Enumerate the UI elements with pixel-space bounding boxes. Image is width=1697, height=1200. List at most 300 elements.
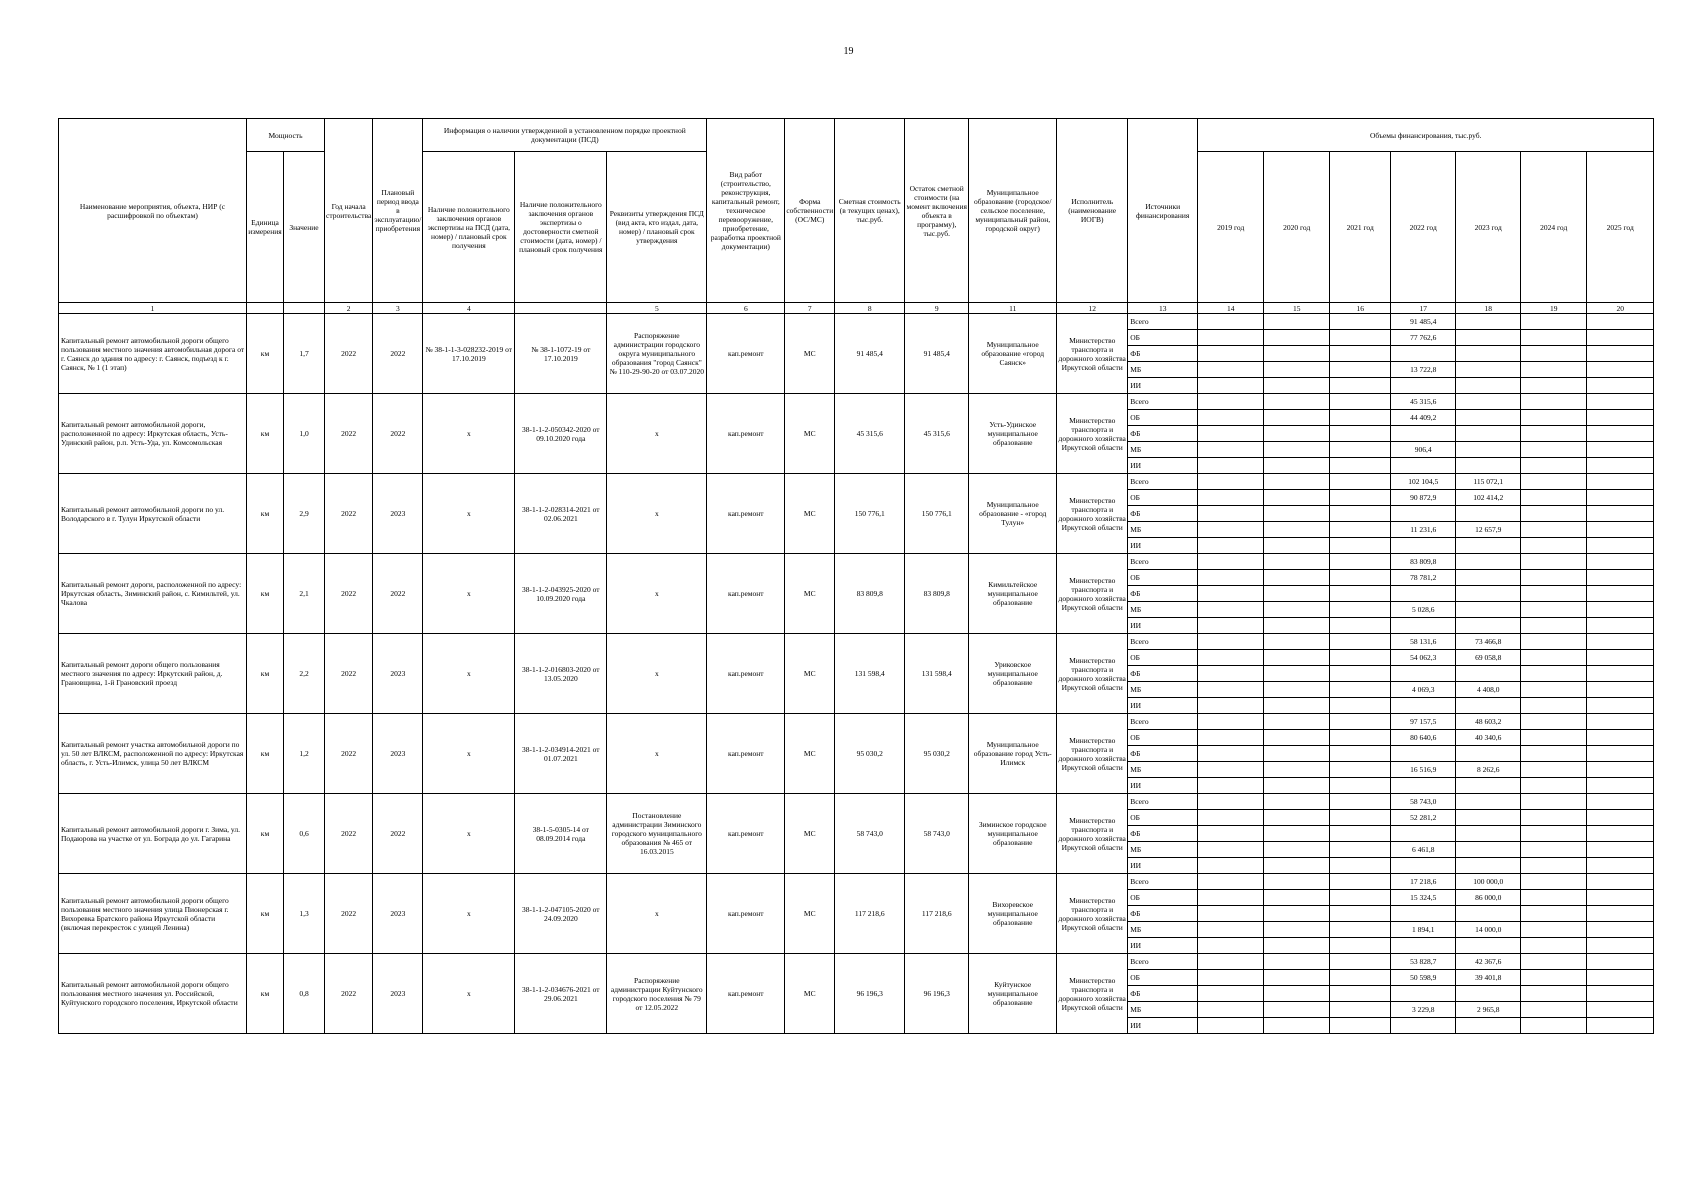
funding-cell bbox=[1264, 826, 1330, 842]
est-cost-cell: 83 809,8 bbox=[835, 554, 905, 634]
header-psd-approval: Реквизиты утверждения ПСД (вид акта, кто издал, дата, номер) / плановый срок утверждения bbox=[607, 152, 707, 303]
funding-cell bbox=[1264, 314, 1330, 330]
column-number: 17 bbox=[1391, 303, 1456, 314]
header-year: 2022 год bbox=[1391, 152, 1456, 303]
funding-cell bbox=[1587, 1018, 1654, 1034]
start-year-cell: 2022 bbox=[325, 474, 373, 554]
funding-cell bbox=[1521, 1018, 1587, 1034]
funding-source-label: ФБ bbox=[1128, 666, 1198, 682]
executor-cell: Министерство транспорта и дорожного хозяйства Иркутской области bbox=[1057, 634, 1128, 714]
municipality-cell: Куйтунское муниципальное образование bbox=[969, 954, 1057, 1034]
planned-period-cell: 2023 bbox=[373, 634, 423, 714]
funding-cell bbox=[1330, 682, 1391, 698]
funding-cell bbox=[1330, 362, 1391, 378]
funding-cell bbox=[1587, 538, 1654, 554]
funding-cell bbox=[1330, 730, 1391, 746]
header-year: 2024 год bbox=[1521, 152, 1587, 303]
municipality-cell: Зиминское городское муниципальное образование bbox=[969, 794, 1057, 874]
funding-cell-2023 bbox=[1456, 378, 1521, 394]
funding-cell-2022 bbox=[1391, 698, 1456, 714]
object-name: Капитальный ремонт автомобильной дороги, расположенной по адресу: Иркутская область, Усть-Удинский район, р.п. Усть-Уда, ул. Комсомольская bbox=[59, 394, 247, 474]
funding-cell-2023: 8 262,6 bbox=[1456, 762, 1521, 778]
funding-cell bbox=[1521, 650, 1587, 666]
header-year: 2023 год bbox=[1456, 152, 1521, 303]
unit-cell: км bbox=[247, 314, 284, 394]
funding-cell-2022: 16 516,9 bbox=[1391, 762, 1456, 778]
table-row bbox=[59, 634, 1654, 650]
est-cost-cell: 150 776,1 bbox=[835, 474, 905, 554]
ownership-cell: МС bbox=[785, 634, 835, 714]
unit-cell: км bbox=[247, 474, 284, 554]
table-row bbox=[59, 954, 1654, 970]
value-cell: 2,1 bbox=[284, 554, 325, 634]
psd-positive-cell: х bbox=[423, 474, 515, 554]
funding-cell bbox=[1264, 762, 1330, 778]
object-name: Капитальный ремонт автомобильной дороги г. Зима, ул. Подаюрова на участке от ул. Бограда до ул. Гагарина bbox=[59, 794, 247, 874]
funding-cell bbox=[1264, 938, 1330, 954]
funding-cell bbox=[1198, 906, 1264, 922]
psd-positive-cell: х bbox=[423, 794, 515, 874]
remaining-cell: 117 218,6 bbox=[905, 874, 969, 954]
funding-source-label: МБ bbox=[1128, 762, 1198, 778]
start-year-cell: 2022 bbox=[325, 794, 373, 874]
funding-cell bbox=[1521, 362, 1587, 378]
remaining-cell: 131 598,4 bbox=[905, 634, 969, 714]
funding-cell bbox=[1587, 634, 1654, 650]
funding-cell bbox=[1521, 570, 1587, 586]
funding-source-label: ФБ bbox=[1128, 346, 1198, 362]
funding-cell bbox=[1264, 858, 1330, 874]
column-number: 7 bbox=[785, 303, 835, 314]
remaining-cell: 96 196,3 bbox=[905, 954, 969, 1034]
funding-source-label: ФБ bbox=[1128, 586, 1198, 602]
table-row bbox=[59, 714, 1654, 730]
header-sources: Источники финансирования bbox=[1128, 119, 1198, 303]
funding-cell bbox=[1521, 682, 1587, 698]
remaining-cell: 45 315,6 bbox=[905, 394, 969, 474]
funding-cell bbox=[1264, 922, 1330, 938]
funding-cell bbox=[1330, 602, 1391, 618]
work-type-cell: кап.ремонт bbox=[707, 954, 785, 1034]
funding-cell bbox=[1587, 778, 1654, 794]
funding-cell bbox=[1330, 554, 1391, 570]
table-row bbox=[59, 794, 1654, 810]
funding-cell-2022: 80 640,6 bbox=[1391, 730, 1456, 746]
municipality-cell: Муниципальное образование - «город Тулун» bbox=[969, 474, 1057, 554]
funding-cell bbox=[1264, 586, 1330, 602]
psd-positive-cell: х bbox=[423, 394, 515, 474]
funding-cell-2022: 1 894,1 bbox=[1391, 922, 1456, 938]
work-type-cell: кап.ремонт bbox=[707, 874, 785, 954]
executor-cell: Министерство транспорта и дорожного хозяйства Иркутской области bbox=[1057, 394, 1128, 474]
funding-cell bbox=[1264, 954, 1330, 970]
funding-cell bbox=[1264, 394, 1330, 410]
funding-cell bbox=[1521, 506, 1587, 522]
funding-cell-2022 bbox=[1391, 826, 1456, 842]
funding-cell bbox=[1587, 890, 1654, 906]
planned-period-cell: 2022 bbox=[373, 794, 423, 874]
funding-cell-2023 bbox=[1456, 346, 1521, 362]
funding-cell-2022: 13 722,8 bbox=[1391, 362, 1456, 378]
funding-cell bbox=[1198, 442, 1264, 458]
funding-cell bbox=[1587, 554, 1654, 570]
column-number: 14 bbox=[1198, 303, 1264, 314]
funding-cell bbox=[1587, 394, 1654, 410]
remaining-cell: 58 743,0 bbox=[905, 794, 969, 874]
psd-approval-cell: Распоряжение администрации городского округа муниципального образования "город Саянск" № 110-29-90-20 от 03.07.2020 bbox=[607, 314, 707, 394]
funding-cell bbox=[1521, 730, 1587, 746]
funding-cell bbox=[1330, 458, 1391, 474]
funding-cell bbox=[1587, 730, 1654, 746]
psd-approval-cell: х bbox=[607, 874, 707, 954]
funding-cell bbox=[1264, 746, 1330, 762]
start-year-cell: 2022 bbox=[325, 954, 373, 1034]
funding-cell-2023 bbox=[1456, 554, 1521, 570]
header-value: Значение bbox=[284, 152, 325, 303]
funding-cell bbox=[1521, 794, 1587, 810]
funding-cell bbox=[1521, 906, 1587, 922]
remaining-cell: 150 776,1 bbox=[905, 474, 969, 554]
funding-cell bbox=[1521, 394, 1587, 410]
funding-cell bbox=[1264, 522, 1330, 538]
funding-cell bbox=[1198, 938, 1264, 954]
funding-source-label: ИИ bbox=[1128, 1018, 1198, 1034]
ownership-cell: МС bbox=[785, 314, 835, 394]
est-cost-cell: 117 218,6 bbox=[835, 874, 905, 954]
funding-cell-2023 bbox=[1456, 842, 1521, 858]
funding-cell bbox=[1330, 330, 1391, 346]
funding-cell bbox=[1587, 698, 1654, 714]
column-number: 20 bbox=[1587, 303, 1654, 314]
funding-cell-2022: 45 315,6 bbox=[1391, 394, 1456, 410]
funding-cell bbox=[1198, 970, 1264, 986]
remaining-cell: 91 485,4 bbox=[905, 314, 969, 394]
funding-source-label: МБ bbox=[1128, 1002, 1198, 1018]
funding-source-label: МБ bbox=[1128, 922, 1198, 938]
funding-cell bbox=[1521, 826, 1587, 842]
funding-source-label: МБ bbox=[1128, 442, 1198, 458]
funding-cell-2022: 91 485,4 bbox=[1391, 314, 1456, 330]
ownership-cell: МС bbox=[785, 874, 835, 954]
psd-positive-cell: х bbox=[423, 554, 515, 634]
funding-cell bbox=[1198, 634, 1264, 650]
funding-cell-2023: 102 414,2 bbox=[1456, 490, 1521, 506]
funding-cell bbox=[1587, 762, 1654, 778]
funding-source-label: Всего bbox=[1128, 874, 1198, 890]
funding-source-label: Всего bbox=[1128, 554, 1198, 570]
funding-cell bbox=[1198, 554, 1264, 570]
funding-cell bbox=[1521, 810, 1587, 826]
funding-cell bbox=[1521, 666, 1587, 682]
funding-cell bbox=[1264, 970, 1330, 986]
funding-cell-2023 bbox=[1456, 746, 1521, 762]
funding-cell-2023: 12 657,9 bbox=[1456, 522, 1521, 538]
funding-cell-2023 bbox=[1456, 506, 1521, 522]
municipality-cell: Кимильтейское муниципальное образование bbox=[969, 554, 1057, 634]
funding-cell bbox=[1264, 410, 1330, 426]
funding-cell-2022 bbox=[1391, 666, 1456, 682]
ownership-cell: МС bbox=[785, 474, 835, 554]
funding-cell bbox=[1264, 330, 1330, 346]
funding-cell bbox=[1198, 778, 1264, 794]
funding-cell-2022: 50 598,9 bbox=[1391, 970, 1456, 986]
planned-period-cell: 2023 bbox=[373, 474, 423, 554]
funding-cell bbox=[1264, 458, 1330, 474]
funding-cell-2023 bbox=[1456, 938, 1521, 954]
funding-source-label: Всего bbox=[1128, 634, 1198, 650]
funding-cell-2023 bbox=[1456, 618, 1521, 634]
remaining-cell: 95 030,2 bbox=[905, 714, 969, 794]
funding-source-label: ИИ bbox=[1128, 538, 1198, 554]
column-number: 4 bbox=[423, 303, 515, 314]
funding-cell bbox=[1521, 890, 1587, 906]
funding-cell-2022: 17 218,6 bbox=[1391, 874, 1456, 890]
funding-cell bbox=[1198, 874, 1264, 890]
header-year: 2019 год bbox=[1198, 152, 1264, 303]
funding-cell bbox=[1587, 714, 1654, 730]
value-cell: 0,8 bbox=[284, 954, 325, 1034]
funding-source-label: ОБ bbox=[1128, 890, 1198, 906]
column-number: 9 bbox=[905, 303, 969, 314]
funding-cell bbox=[1198, 762, 1264, 778]
funding-cell bbox=[1521, 746, 1587, 762]
funding-cell bbox=[1198, 954, 1264, 970]
psd-positive-cell: х bbox=[423, 874, 515, 954]
funding-cell bbox=[1587, 458, 1654, 474]
funding-cell bbox=[1587, 586, 1654, 602]
funding-cell bbox=[1198, 394, 1264, 410]
header-est-cost: Сметная стоимость (в текущих ценах), тыс.руб. bbox=[835, 119, 905, 303]
funding-cell bbox=[1198, 986, 1264, 1002]
municipality-cell: Муниципальное образование «город Саянск» bbox=[969, 314, 1057, 394]
funding-cell bbox=[1264, 426, 1330, 442]
funding-source-label: ОБ bbox=[1128, 650, 1198, 666]
ownership-cell: МС bbox=[785, 954, 835, 1034]
start-year-cell: 2022 bbox=[325, 714, 373, 794]
column-number bbox=[284, 303, 325, 314]
funding-cell bbox=[1521, 938, 1587, 954]
column-number: 13 bbox=[1128, 303, 1198, 314]
object-name: Капитальный ремонт участка автомобильной дороги по ул. 50 лет ВЛКСМ, расположенной по адресу: Иркутская область, г. Усть-Илимск, улица 50 лет ВЛКСМ bbox=[59, 714, 247, 794]
column-number: 6 bbox=[707, 303, 785, 314]
header-executor: Исполнитель (наименование ИОГВ) bbox=[1057, 119, 1128, 303]
funding-cell bbox=[1521, 714, 1587, 730]
funding-cell bbox=[1330, 922, 1391, 938]
funding-cell bbox=[1330, 714, 1391, 730]
funding-source-label: ОБ bbox=[1128, 570, 1198, 586]
funding-cell-2022: 53 828,7 bbox=[1391, 954, 1456, 970]
funding-cell-2023 bbox=[1456, 314, 1521, 330]
column-number: 15 bbox=[1264, 303, 1330, 314]
funding-source-label: ФБ bbox=[1128, 506, 1198, 522]
funding-cell bbox=[1264, 714, 1330, 730]
header-funding: Объемы финансирования, тыс.руб. bbox=[1198, 119, 1654, 152]
funding-cell bbox=[1587, 954, 1654, 970]
header-name: Наименование мероприятия, объекта, НИР (с расшифровкой по объектам) bbox=[59, 119, 247, 303]
funding-cell-2022 bbox=[1391, 506, 1456, 522]
funding-cell bbox=[1330, 586, 1391, 602]
funding-source-label: ОБ bbox=[1128, 410, 1198, 426]
unit-cell: км bbox=[247, 794, 284, 874]
funding-cell bbox=[1330, 794, 1391, 810]
funding-cell bbox=[1264, 682, 1330, 698]
funding-cell bbox=[1198, 586, 1264, 602]
est-cost-cell: 58 743,0 bbox=[835, 794, 905, 874]
planned-period-cell: 2022 bbox=[373, 554, 423, 634]
funding-cell-2022 bbox=[1391, 426, 1456, 442]
funding-cell bbox=[1198, 570, 1264, 586]
funding-cell bbox=[1264, 538, 1330, 554]
psd-positive-cell: х bbox=[423, 954, 515, 1034]
funding-cell bbox=[1264, 1002, 1330, 1018]
funding-cell bbox=[1521, 1002, 1587, 1018]
work-type-cell: кап.ремонт bbox=[707, 474, 785, 554]
executor-cell: Министерство транспорта и дорожного хозяйства Иркутской области bbox=[1057, 954, 1128, 1034]
funding-cell bbox=[1264, 778, 1330, 794]
column-number: 1 bbox=[59, 303, 247, 314]
est-cost-cell: 45 315,6 bbox=[835, 394, 905, 474]
funding-cell bbox=[1264, 442, 1330, 458]
funding-source-label: ИИ bbox=[1128, 458, 1198, 474]
funding-cell-2023 bbox=[1456, 330, 1521, 346]
funding-cell bbox=[1198, 426, 1264, 442]
funding-cell bbox=[1198, 794, 1264, 810]
funding-cell bbox=[1264, 554, 1330, 570]
funding-cell bbox=[1264, 1018, 1330, 1034]
funding-cell-2022 bbox=[1391, 938, 1456, 954]
psd-positive-cell: № 38-1-1-3-028232-2019 от 17.10.2019 bbox=[423, 314, 515, 394]
funding-cell-2023 bbox=[1456, 442, 1521, 458]
funding-cell-2023 bbox=[1456, 602, 1521, 618]
funding-cell bbox=[1587, 522, 1654, 538]
ownership-cell: МС bbox=[785, 794, 835, 874]
funding-cell bbox=[1330, 746, 1391, 762]
funding-cell-2023: 86 000,0 bbox=[1456, 890, 1521, 906]
header-psd-positive: Наличие положительного заключения органов экспертизы на ПСД (дата, номер) / плановый срок получения bbox=[423, 152, 515, 303]
funding-cell bbox=[1264, 842, 1330, 858]
psd-estimate-cell: 38-1-1-2-034914-2021 от 01.07.2021 bbox=[515, 714, 607, 794]
funding-cell-2023: 4 408,0 bbox=[1456, 682, 1521, 698]
funding-cell bbox=[1330, 650, 1391, 666]
ownership-cell: МС bbox=[785, 714, 835, 794]
funding-cell bbox=[1198, 330, 1264, 346]
funding-source-label: Всего bbox=[1128, 314, 1198, 330]
psd-approval-cell: х bbox=[607, 394, 707, 474]
funding-cell bbox=[1521, 986, 1587, 1002]
funding-cell bbox=[1264, 618, 1330, 634]
work-type-cell: кап.ремонт bbox=[707, 794, 785, 874]
funding-cell bbox=[1198, 410, 1264, 426]
funding-cell bbox=[1198, 458, 1264, 474]
ownership-cell: МС bbox=[785, 394, 835, 474]
funding-cell bbox=[1521, 474, 1587, 490]
funding-source-label: ОБ bbox=[1128, 730, 1198, 746]
funding-cell bbox=[1587, 810, 1654, 826]
psd-estimate-cell: 38-1-1-2-028314-2021 от 02.06.2021 bbox=[515, 474, 607, 554]
funding-cell-2022: 102 104,5 bbox=[1391, 474, 1456, 490]
funding-cell bbox=[1330, 410, 1391, 426]
funding-source-label: Всего bbox=[1128, 954, 1198, 970]
funding-cell bbox=[1521, 778, 1587, 794]
funding-cell bbox=[1521, 538, 1587, 554]
funding-cell bbox=[1521, 426, 1587, 442]
funding-source-label: МБ bbox=[1128, 682, 1198, 698]
table-row bbox=[59, 314, 1654, 330]
funding-cell-2023: 14 000,0 bbox=[1456, 922, 1521, 938]
funding-cell-2022 bbox=[1391, 906, 1456, 922]
est-cost-cell: 96 196,3 bbox=[835, 954, 905, 1034]
funding-cell bbox=[1198, 362, 1264, 378]
funding-cell-2022 bbox=[1391, 378, 1456, 394]
start-year-cell: 2022 bbox=[325, 634, 373, 714]
unit-cell: км bbox=[247, 954, 284, 1034]
funding-cell bbox=[1587, 650, 1654, 666]
funding-cell bbox=[1330, 570, 1391, 586]
funding-cell-2022 bbox=[1391, 986, 1456, 1002]
funding-cell bbox=[1264, 794, 1330, 810]
funding-cell-2022: 83 809,8 bbox=[1391, 554, 1456, 570]
funding-cell bbox=[1330, 634, 1391, 650]
funding-source-label: ОБ bbox=[1128, 810, 1198, 826]
psd-estimate-cell: 38-1-1-2-050342-2020 от 09.10.2020 года bbox=[515, 394, 607, 474]
funding-cell bbox=[1198, 858, 1264, 874]
funding-cell bbox=[1198, 810, 1264, 826]
funding-cell bbox=[1587, 314, 1654, 330]
work-type-cell: кап.ремонт bbox=[707, 314, 785, 394]
funding-cell bbox=[1587, 410, 1654, 426]
psd-estimate-cell: № 38-1-1072-19 от 17.10.2019 bbox=[515, 314, 607, 394]
funding-cell-2023 bbox=[1456, 698, 1521, 714]
funding-cell bbox=[1587, 938, 1654, 954]
funding-cell bbox=[1521, 634, 1587, 650]
funding-cell bbox=[1521, 458, 1587, 474]
funding-cell bbox=[1330, 762, 1391, 778]
executor-cell: Министерство транспорта и дорожного хозяйства Иркутской области bbox=[1057, 474, 1128, 554]
municipality-cell: Уриковское муниципальное образование bbox=[969, 634, 1057, 714]
psd-approval-cell: х bbox=[607, 554, 707, 634]
funding-cell-2023 bbox=[1456, 906, 1521, 922]
value-cell: 1,2 bbox=[284, 714, 325, 794]
funding-cell bbox=[1264, 634, 1330, 650]
work-type-cell: кап.ремонт bbox=[707, 714, 785, 794]
funding-source-label: ФБ bbox=[1128, 426, 1198, 442]
funding-source-label: Всего bbox=[1128, 474, 1198, 490]
column-number: 18 bbox=[1456, 303, 1521, 314]
header-remaining: Остаток сметной стоимости (на момент включения объекта в программу), тыс.руб. bbox=[905, 119, 969, 303]
column-number: 3 bbox=[373, 303, 423, 314]
executor-cell: Министерство транспорта и дорожного хозяйства Иркутской области bbox=[1057, 554, 1128, 634]
funding-cell bbox=[1198, 346, 1264, 362]
funding-cell bbox=[1587, 602, 1654, 618]
funding-cell bbox=[1198, 522, 1264, 538]
page-number: 19 bbox=[843, 46, 854, 57]
planned-period-cell: 2023 bbox=[373, 874, 423, 954]
funding-cell bbox=[1198, 922, 1264, 938]
funding-cell-2023 bbox=[1456, 410, 1521, 426]
funding-cell-2023: 69 058,8 bbox=[1456, 650, 1521, 666]
funding-cell bbox=[1587, 794, 1654, 810]
executor-cell: Министерство транспорта и дорожного хозяйства Иркутской области bbox=[1057, 794, 1128, 874]
municipality-cell: Вихоревское муниципальное образование bbox=[969, 874, 1057, 954]
funding-source-label: МБ bbox=[1128, 602, 1198, 618]
funding-cell bbox=[1198, 714, 1264, 730]
funding-cell-2023: 115 072,1 bbox=[1456, 474, 1521, 490]
funding-cell bbox=[1521, 618, 1587, 634]
funding-cell bbox=[1330, 842, 1391, 858]
header-municipality: Муниципальное образование (городское/сельское поселение, муниципальный район, городской округ) bbox=[969, 119, 1057, 303]
funding-source-label: ОБ bbox=[1128, 970, 1198, 986]
funding-source-label: МБ bbox=[1128, 842, 1198, 858]
